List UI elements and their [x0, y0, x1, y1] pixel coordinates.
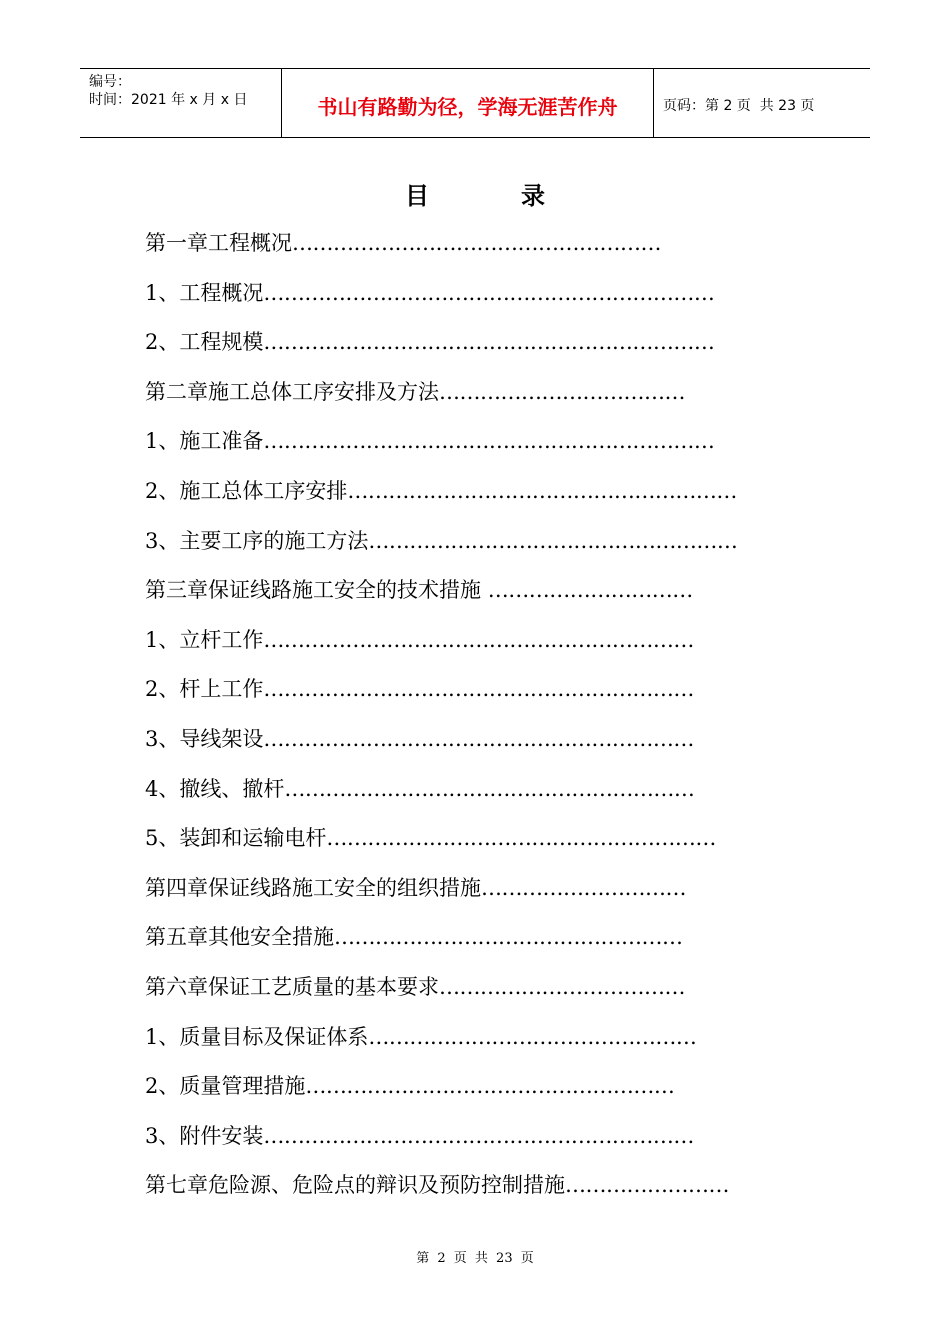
toc-entry-label: 1、工程概况 — [145, 280, 264, 305]
toc-entry[interactable] — [145, 772, 845, 822]
toc-entry-label: 第一章工程概况 — [145, 231, 292, 255]
toc-leader-dots: ………………………………………… — [368, 1024, 697, 1049]
toc-entry-label: 2、工程规模 — [145, 330, 264, 355]
toc-entry-label: 第四章保证线路施工安全的组织措施 — [145, 875, 481, 900]
toc-entry-label: 1、立杆工作 — [145, 627, 264, 652]
toc-entry[interactable] — [145, 1069, 845, 1119]
toc-entry-label: 第七章危险源、危险点的辩识及预防控制措施 — [145, 1173, 565, 1198]
toc-leader-dots: ………………………………………………… — [347, 478, 737, 503]
toc-entry[interactable] — [145, 226, 845, 276]
toc-leader-dots: ………………………… — [481, 875, 686, 900]
toc-entry-label: 3、附件安装 — [145, 1123, 264, 1148]
toc-entry-label: 4、撤线、撤杆 — [145, 776, 285, 801]
toc-entry[interactable] — [145, 276, 845, 326]
toc-entry[interactable] — [145, 672, 845, 722]
toc-entry[interactable] — [145, 722, 845, 772]
toc-leader-dots: ……………………………………………………… — [263, 627, 694, 652]
toc-leader-dots: ……………………………………………………… — [263, 677, 694, 702]
toc-entry-label: 第二章施工总体工序安排及方法 — [145, 379, 439, 404]
toc-entry-label: 第六章保证工艺质量的基本要求 — [145, 974, 439, 999]
header-motto-cell — [282, 69, 654, 137]
toc-entry[interactable] — [145, 1168, 845, 1218]
toc-entry[interactable] — [145, 1020, 845, 1070]
footer-page-number: 第 2 页 共 23 页 — [416, 1251, 534, 1266]
toc-entry-label: 1、施工准备 — [145, 429, 264, 454]
toc-entry-label: 第三章保证线路施工安全的技术措施 — [145, 578, 488, 603]
toc-entry[interactable] — [145, 920, 845, 970]
toc-leader-dots: ………………………………………………………… — [263, 429, 715, 454]
toc-entry[interactable] — [145, 1119, 845, 1169]
toc-leader-dots: ……………………………………………… — [305, 1074, 675, 1099]
toc-entry[interactable] — [145, 970, 845, 1020]
toc-leader-dots: ………………………… — [487, 578, 693, 603]
toc-entry[interactable] — [145, 375, 845, 425]
toc-leader-dots: ……………………………………………………… — [263, 1123, 694, 1148]
motto-text: 书山有路勤为径，学海无涯苦作舟 — [317, 94, 618, 119]
toc-entry-label: 3、主要工序的施工方法 — [145, 528, 369, 553]
toc-entry[interactable] — [145, 474, 845, 524]
header-meta-cell — [80, 69, 282, 137]
toc-leader-dots: …………………… — [565, 1173, 729, 1198]
table-of-contents — [145, 226, 845, 1218]
header-page-info: 页码：第 2 页 共 23 页 — [663, 98, 815, 114]
toc-leader-dots: …………………………………………………… — [284, 776, 695, 801]
toc-leader-dots: ……………………………… — [439, 974, 685, 999]
toc-entry-label: 3、导线架设 — [145, 726, 264, 751]
document-header — [80, 68, 870, 138]
toc-entry[interactable] — [145, 573, 845, 623]
toc-leader-dots: ………………………………………………… — [326, 826, 716, 851]
toc-entry-label: 5、装卸和运输电杆 — [145, 826, 327, 851]
toc-entry-label: 2、施工总体工序安排 — [145, 478, 348, 503]
toc-leader-dots: ……………………………………………………… — [263, 726, 694, 751]
toc-leader-dots: ……………………………… — [439, 379, 685, 404]
toc-entry[interactable] — [145, 325, 845, 375]
toc-entry[interactable] — [145, 424, 845, 474]
toc-leader-dots: ……………………………………………… — [368, 528, 738, 553]
header-page-cell — [654, 69, 870, 137]
toc-leader-dots: …………………………………………… — [334, 925, 683, 950]
toc-title: 目录 — [405, 182, 637, 210]
date-label: 时间：2021 年 x 月 x 日 — [89, 92, 248, 108]
toc-entry[interactable] — [145, 524, 845, 574]
toc-leader-dots: ………………………………………………………… — [263, 280, 715, 305]
toc-entry[interactable] — [145, 623, 845, 673]
toc-entry-label: 1、质量目标及保证体系 — [145, 1024, 369, 1049]
toc-entry[interactable] — [145, 821, 845, 871]
toc-entry-label: 2、杆上工作 — [145, 677, 264, 702]
page-footer — [0, 1247, 950, 1266]
toc-entry-label: 第五章其他安全措施 — [145, 925, 334, 950]
toc-entry-label: 2、质量管理措施 — [145, 1074, 306, 1099]
toc-leader-dots: ………………………………………………………… — [263, 330, 715, 355]
toc-entry[interactable] — [145, 871, 845, 921]
code-label: 编号： — [89, 74, 131, 90]
toc-leader-dots: ……………………………………………… — [292, 231, 661, 255]
